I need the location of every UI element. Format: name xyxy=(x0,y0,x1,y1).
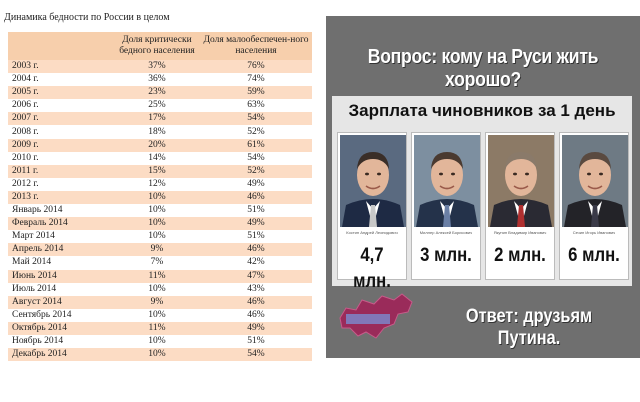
poster-answer: Ответ: друзьям Путина. xyxy=(465,306,593,349)
table-row xyxy=(8,165,312,178)
row-low-income: 63% xyxy=(200,99,312,112)
official-card xyxy=(411,132,481,280)
row-period: Февраль 2014 xyxy=(8,217,114,230)
table-row xyxy=(8,204,312,217)
row-low-income: 46% xyxy=(200,309,312,322)
salary-panel xyxy=(332,96,632,292)
table-row xyxy=(8,270,312,283)
official-name: Сечин Игорь Иванович xyxy=(572,230,616,235)
official-photo xyxy=(562,135,628,227)
row-period: 2008 г. xyxy=(8,125,114,138)
table-row xyxy=(8,60,312,73)
official-daily-salary: 6 млн. xyxy=(568,245,620,266)
row-critical-poverty: 37% xyxy=(114,60,200,73)
row-low-income: 61% xyxy=(200,139,312,152)
row-low-income: 54% xyxy=(200,112,312,125)
official-name: Якунин Владимир Иванович xyxy=(493,230,547,235)
row-critical-poverty: 10% xyxy=(114,309,200,322)
row-low-income: 46% xyxy=(200,296,312,309)
row-period: 2006 г. xyxy=(8,99,114,112)
row-period: 2003 г. xyxy=(8,60,114,73)
table-row xyxy=(8,283,312,296)
table-row xyxy=(8,243,312,256)
row-period: 2011 г. xyxy=(8,165,114,178)
row-low-income: 49% xyxy=(200,217,312,230)
table-row xyxy=(8,112,312,125)
row-low-income: 52% xyxy=(200,165,312,178)
row-critical-poverty: 9% xyxy=(114,296,200,309)
row-period: Сентябрь 2014 xyxy=(8,309,114,322)
table-row xyxy=(8,125,312,138)
row-low-income: 46% xyxy=(200,243,312,256)
official-cards xyxy=(337,132,629,292)
table-header-row xyxy=(8,32,312,60)
table-row xyxy=(8,296,312,309)
row-critical-poverty: 10% xyxy=(114,348,200,361)
row-low-income: 51% xyxy=(200,335,312,348)
table-row xyxy=(8,322,312,335)
row-critical-poverty: 25% xyxy=(114,99,200,112)
official-daily-salary: 2 млн. xyxy=(494,245,546,266)
row-period: 2007 г. xyxy=(8,112,114,125)
row-critical-poverty: 12% xyxy=(114,178,200,191)
row-low-income: 74% xyxy=(200,73,312,86)
row-period: Июль 2014 xyxy=(8,283,114,296)
table-row xyxy=(8,99,312,112)
row-critical-poverty: 36% xyxy=(114,73,200,86)
row-period: 2012 г. xyxy=(8,178,114,191)
row-period: Апрель 2014 xyxy=(8,243,114,256)
poster xyxy=(326,16,640,358)
row-low-income: 46% xyxy=(200,191,312,204)
row-critical-poverty: 10% xyxy=(114,204,200,217)
header-period xyxy=(8,32,114,60)
row-period: 2009 г. xyxy=(8,139,114,152)
table-title: Динамика бедности по России в целом xyxy=(4,12,170,23)
row-low-income: 51% xyxy=(200,204,312,217)
header-critical-poverty: Доля критически бедного населения xyxy=(114,32,200,60)
official-photo xyxy=(414,135,480,227)
row-critical-poverty: 20% xyxy=(114,139,200,152)
poster-question: Вопрос: кому на Руси жить хорошо? xyxy=(367,46,599,91)
row-critical-poverty: 17% xyxy=(114,112,200,125)
official-name: Миллер Алексей Борисович xyxy=(419,230,473,235)
row-low-income: 52% xyxy=(200,125,312,138)
table-row xyxy=(8,178,312,191)
row-low-income: 54% xyxy=(200,152,312,165)
official-name: Костин Андрей Леонидович xyxy=(346,230,398,235)
header-low-income: Доля малообеспечен-ного населения xyxy=(200,32,312,60)
row-low-income: 76% xyxy=(200,60,312,73)
row-period: Январь 2014 xyxy=(8,204,114,217)
official-daily-salary: 4,7 млн. xyxy=(353,245,391,292)
table-row xyxy=(8,230,312,243)
row-period: 2005 г. xyxy=(8,86,114,99)
row-critical-poverty: 9% xyxy=(114,243,200,256)
row-critical-poverty: 10% xyxy=(114,191,200,204)
table-row xyxy=(8,73,312,86)
row-critical-poverty: 10% xyxy=(114,217,200,230)
row-period: Ноябрь 2014 xyxy=(8,335,114,348)
table-row xyxy=(8,152,312,165)
row-low-income: 43% xyxy=(200,283,312,296)
row-period: 2013 г. xyxy=(8,191,114,204)
row-low-income: 54% xyxy=(200,348,312,361)
official-photo xyxy=(488,135,554,227)
table-row xyxy=(8,217,312,230)
row-period: 2004 г. xyxy=(8,73,114,86)
row-period: Июнь 2014 xyxy=(8,270,114,283)
row-period: Май 2014 xyxy=(8,256,114,269)
row-critical-poverty: 11% xyxy=(114,322,200,335)
panel-title: Зарплата чиновников за 1 день xyxy=(348,101,616,120)
row-critical-poverty: 11% xyxy=(114,270,200,283)
russia-map-logo xyxy=(336,288,416,344)
row-critical-poverty: 10% xyxy=(114,335,200,348)
table-row xyxy=(8,335,312,348)
poverty-table xyxy=(8,32,312,361)
official-card xyxy=(485,132,555,280)
row-critical-poverty: 14% xyxy=(114,152,200,165)
row-period: Декабрь 2014 xyxy=(8,348,114,361)
official-card xyxy=(559,132,629,280)
row-critical-poverty: 15% xyxy=(114,165,200,178)
row-low-income: 59% xyxy=(200,86,312,99)
table-row xyxy=(8,309,312,322)
official-photo xyxy=(340,135,406,227)
table-row xyxy=(8,256,312,269)
row-period: 2010 г. xyxy=(8,152,114,165)
row-low-income: 42% xyxy=(200,256,312,269)
row-low-income: 51% xyxy=(200,230,312,243)
table-row xyxy=(8,191,312,204)
row-low-income: 49% xyxy=(200,178,312,191)
row-critical-poverty: 23% xyxy=(114,86,200,99)
row-period: Март 2014 xyxy=(8,230,114,243)
row-critical-poverty: 10% xyxy=(114,283,200,296)
table-row xyxy=(8,86,312,99)
row-low-income: 47% xyxy=(200,270,312,283)
table-row xyxy=(8,139,312,152)
row-low-income: 49% xyxy=(200,322,312,335)
row-period: Октябрь 2014 xyxy=(8,322,114,335)
row-critical-poverty: 18% xyxy=(114,125,200,138)
row-critical-poverty: 7% xyxy=(114,256,200,269)
row-critical-poverty: 10% xyxy=(114,230,200,243)
row-period: Август 2014 xyxy=(8,296,114,309)
table-row xyxy=(8,348,312,361)
official-daily-salary: 3 млн. xyxy=(420,245,472,266)
official-card xyxy=(337,132,407,292)
